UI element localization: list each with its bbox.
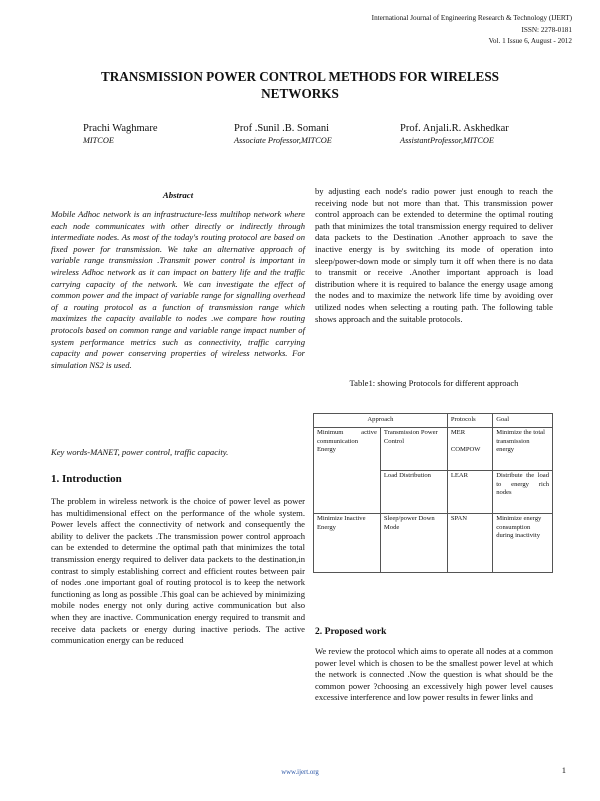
- journal-issn: ISSN: 2278-0181: [521, 25, 572, 34]
- table-cell: Distribute the load to energy rich nodes: [493, 471, 553, 514]
- journal-name: International Journal of Engineering Research & Technology (IJERT): [371, 14, 572, 22]
- table-cell: Load Distribution: [380, 471, 447, 514]
- author-1: [83, 122, 157, 147]
- author-name: Prof. Anjali.R. Askhedkar: [400, 123, 509, 134]
- journal-issue: Vol. 1 Issue 6, August - 2012: [488, 37, 572, 45]
- table-header-cell: Protocols: [447, 414, 492, 428]
- author-affiliation: AssistantProfessor,MITCOE: [400, 136, 494, 145]
- page-number: 1: [561, 765, 566, 775]
- table-cell: Sleep/power Down Mode: [380, 514, 447, 573]
- table-header-row: [314, 414, 553, 428]
- table-cell: Minimize energy consumption during inactivity: [493, 514, 553, 573]
- table-cell: MER COMPOW: [447, 428, 492, 471]
- table-cell: SPAN: [447, 514, 492, 573]
- paper-title-line1: TRANSMISSION POWER CONTROL METHODS FOR WIRELESS: [100, 69, 500, 84]
- table-cell: Minimum active communication Energy: [314, 428, 381, 514]
- table-row: [314, 514, 553, 573]
- table-cell: Minimize the total transmission energy: [493, 428, 553, 471]
- paper-title: [60, 68, 540, 102]
- abstract-text: Mobile Adhoc network is an infrastructure-less multihop network where each node communicates with other directly or indirectly through intermediate nodes. As most of the today's routing protocol are based on fixed power for transmission. We take an alternative approach of variable range transmission .Transmit power control is important in wireless Adhoc network as it can impact on battery life and the traffic carrying capacity of the network. We can investigate the effect of common power and the impact of variable range for signalling overhead of a routing protocol as a function of transmission range which maximizes the capacity available to nodes .we compare how routing protocols based on common range and variable range impact number of system performance metrics such as connectivity, traffic carrying capacity and power conserving properties of wireless networks. For simulation NS2 is used.: [51, 209, 305, 370]
- journal-header: [372, 13, 572, 48]
- proposed-text: We review the protocol which aims to operate all nodes at a common power level which is chosen to be the smallest power level at which the network is connected .Now the question is what should be the common power ?choosing an excessively high power level causes excessive interference and low power results in fewer links and: [315, 646, 553, 703]
- protocols-table: [313, 413, 553, 573]
- footer-url[interactable]: www.ijert.org: [281, 769, 319, 776]
- author-name: Prachi Waghmare: [83, 123, 158, 134]
- author-3: [400, 122, 509, 147]
- abstract-heading: Abstract: [162, 190, 194, 200]
- intro-heading: 1. Introduction: [51, 473, 122, 485]
- table-caption: Table1: showing Protocols for different approach: [349, 378, 519, 388]
- author-name: Prof .Sunil .B. Somani: [234, 123, 330, 134]
- author-affiliation: Associate Professor,MITCOE: [234, 136, 332, 145]
- paper-title-line2: NETWORKS: [261, 86, 339, 101]
- intro-text: The problem in wireless network is the choice of power level as power has multidimensional effect on the performance of the whole system. Power levels affect the connectivity of network and consequently the ability to deliver the packets .The transmission power control approach can be extended to determine the optimal path that minimizes the total transmission energy required to deliver data packets to the destination,in contrast to simply establishing correct and efficient routes between pair of nodes .one important goal of routing protocol is to keep the network functioning as long as possible .This goal can be achieved by minimizing mobile nodes energy not only during active communication but also when they are inactive. Communication energy required to transmit and receive data packets or energy during inactive periods. The active communication energy can be reduced: [51, 496, 305, 646]
- keywords: Key words-MANET, power control, traffic capacity.: [51, 447, 229, 457]
- author-affiliation: MITCOE: [83, 136, 114, 145]
- right-column-text: by adjusting each node's radio power just enough to reach the receiving node but not more than that. This transmission power control approach can be extended to determine the optimal routing path that minimizes the total transmission energy required to deliver data packets to the Destination .Another approach to save the inactive energy is by switching its mode of operation into sleep/power-down mode or simply turn it off when there is no data to transmit or receive .Another important approach is load distribution where it is required to balance the energy usage among the nodes and to maximize the network life time by avoiding over utilized nodes when selecting a routing path. The following table shows approach and the suitable protocols.: [315, 186, 553, 324]
- author-2: [234, 122, 332, 147]
- table-header-cell: Goal: [493, 414, 553, 428]
- table-row: [314, 428, 553, 471]
- table-cell: LEAR: [447, 471, 492, 514]
- table-header-cell: Approach: [314, 414, 448, 428]
- table-cell: Transmission Power Control: [380, 428, 447, 471]
- table-cell: Minimize Inactive Energy: [314, 514, 381, 573]
- proposed-heading: 2. Proposed work: [315, 626, 387, 637]
